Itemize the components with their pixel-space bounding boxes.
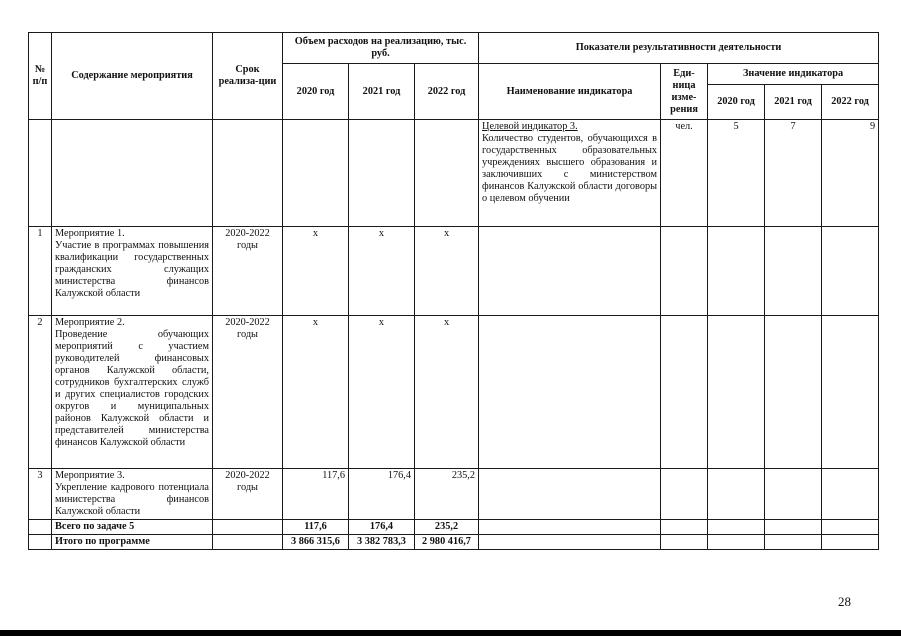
header-expense-2022: 2022 год [415, 64, 479, 120]
row-num: 1 [29, 227, 52, 316]
header-expense-2020: 2020 год [283, 64, 349, 120]
total-task-2022: 235,2 [415, 520, 479, 535]
total-task-label: Всего по задаче 5 [52, 520, 213, 535]
header-indicator-name: Наименование индикатора [479, 64, 661, 120]
total-program-2020: 3 866 315,6 [283, 535, 349, 550]
row-content [52, 227, 213, 316]
empty-cell [29, 520, 52, 535]
total-program-2022: 2 980 416,7 [415, 535, 479, 550]
indicator-unit: чел. [661, 120, 708, 227]
row-title: Мероприятие 2. [55, 317, 125, 328]
empty-cell [661, 535, 708, 550]
header-unit: Еди-ница изме-рения [661, 64, 708, 120]
row-term: 2020-2022 годы [213, 316, 283, 469]
row-expense-2022: 235,2 [415, 469, 479, 520]
empty-cell [213, 520, 283, 535]
empty-cell [822, 227, 879, 316]
indicator-value-2020: 5 [708, 120, 765, 227]
row-term: 2020-2022 годы [213, 469, 283, 520]
header-value-2022: 2022 год [822, 85, 879, 120]
page-number: 28 [838, 594, 851, 609]
header-value-2020: 2020 год [708, 85, 765, 120]
empty-cell [822, 520, 879, 535]
indicator-value-2021: 7 [765, 120, 822, 227]
total-program-label: Итого по программе [52, 535, 213, 550]
indicator-title: Целевой индикатор 3. [482, 121, 578, 132]
empty-cell [479, 535, 661, 550]
table-row [29, 227, 879, 316]
empty-cell [661, 520, 708, 535]
empty-cell [213, 535, 283, 550]
empty-cell [29, 120, 52, 227]
empty-cell [349, 120, 415, 227]
empty-cell [708, 227, 765, 316]
row-expense-2021: x [349, 227, 415, 316]
empty-cell [415, 120, 479, 227]
row-expense-2020: 117,6 [283, 469, 349, 520]
row-expense-2020: x [283, 227, 349, 316]
total-task-2021: 176,4 [349, 520, 415, 535]
row-expense-2022: x [415, 316, 479, 469]
row-num: 3 [29, 469, 52, 520]
header-term: Срок реализа-ции [213, 33, 283, 120]
indicator-text: Количество студентов, обучающихся в государственных образовательных учреждениях высшего образования и заключивших с министерством финансов Калужской области договоры о целевом обучении [482, 133, 658, 204]
row-title: Мероприятие 1. [55, 228, 125, 239]
header-expenses: Объем расходов на реализацию, тыс. руб. [283, 33, 479, 64]
total-task-row [29, 520, 879, 535]
table-row [29, 469, 879, 520]
bottom-border-bar [0, 630, 901, 636]
row-content [52, 316, 213, 469]
row-text: Проведение обучающих мероприятий с участием руководителей финансовых органов Калужской области, сотрудников бухгалтерских служб и других специалистов городских округов и муниципальных районов Калужской области и представителей министерства финансов Калужской области [55, 329, 209, 448]
empty-cell [708, 520, 765, 535]
empty-cell [765, 227, 822, 316]
empty-cell [479, 316, 661, 469]
row-num: 2 [29, 316, 52, 469]
indicator-value-2022: 9 [822, 120, 879, 227]
empty-cell [29, 535, 52, 550]
empty-cell [661, 469, 708, 520]
header-expense-2021: 2021 год [349, 64, 415, 120]
table-row [29, 316, 879, 469]
row-expense-2021: 176,4 [349, 469, 415, 520]
empty-cell [822, 469, 879, 520]
empty-cell [479, 469, 661, 520]
empty-cell [661, 316, 708, 469]
header-indicators: Показатели результативности деятельности [479, 33, 879, 64]
row-expense-2022: x [415, 227, 479, 316]
header-value-2021: 2021 год [765, 85, 822, 120]
header-num: № п/п [29, 33, 52, 120]
empty-cell [708, 535, 765, 550]
empty-cell [765, 520, 822, 535]
empty-cell [822, 316, 879, 469]
row-content [52, 469, 213, 520]
row-expense-2021: x [349, 316, 415, 469]
header-indicator-value: Значение индикатора [708, 64, 879, 85]
empty-cell [479, 520, 661, 535]
program-table [28, 32, 879, 550]
indicator-row [29, 120, 879, 227]
empty-cell [708, 316, 765, 469]
empty-cell [765, 316, 822, 469]
row-text: Укрепление кадрового потенциала министерства финансов Калужской области [55, 482, 209, 517]
total-program-row [29, 535, 879, 550]
empty-cell [479, 227, 661, 316]
row-title: Мероприятие 3. [55, 470, 125, 481]
row-text: Участие в программах повышения квалификации государственных гражданских служащих министерства финансов Калужской области [55, 240, 209, 299]
header-content: Содержание мероприятия [52, 33, 213, 120]
indicator-name-cell [479, 120, 661, 227]
total-program-2021: 3 382 783,3 [349, 535, 415, 550]
empty-cell [765, 535, 822, 550]
row-expense-2020: x [283, 316, 349, 469]
empty-cell [822, 535, 879, 550]
empty-cell [213, 120, 283, 227]
empty-cell [765, 469, 822, 520]
empty-cell [661, 227, 708, 316]
empty-cell [708, 469, 765, 520]
empty-cell [52, 120, 213, 227]
empty-cell [283, 120, 349, 227]
row-term: 2020-2022 годы [213, 227, 283, 316]
total-task-2020: 117,6 [283, 520, 349, 535]
